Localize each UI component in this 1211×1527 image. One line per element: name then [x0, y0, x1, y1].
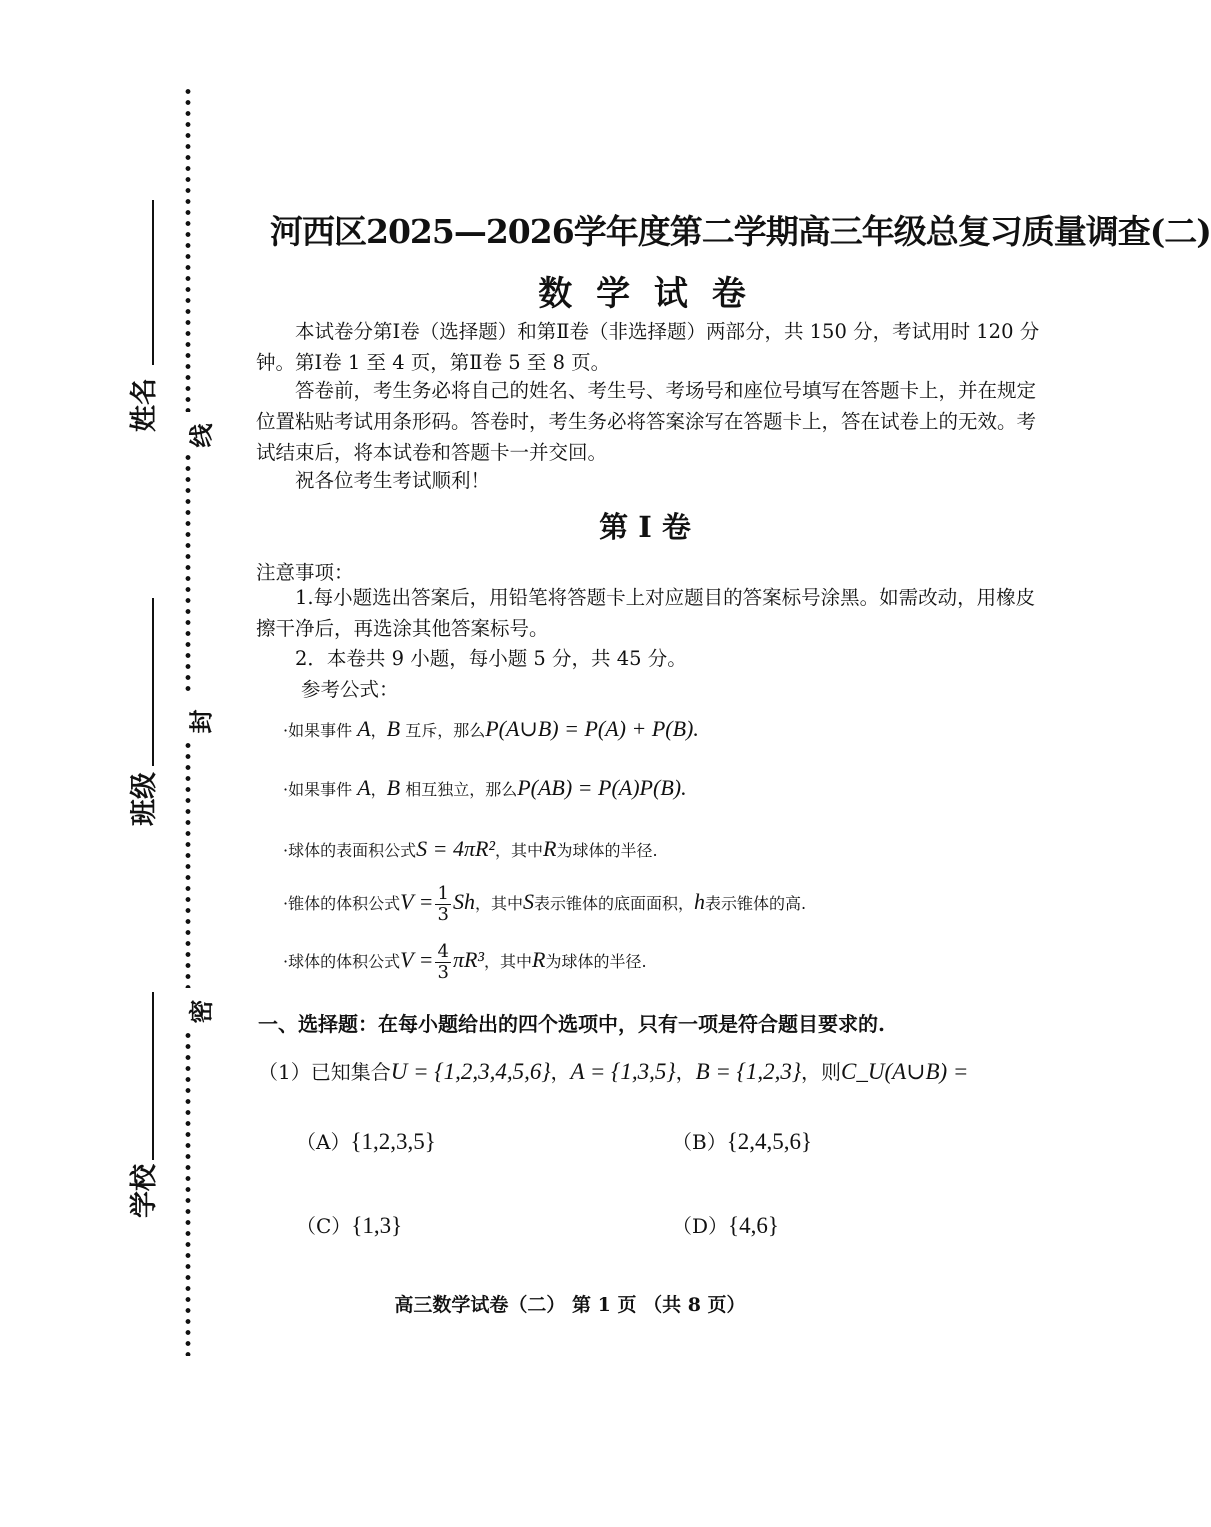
formula-sphere-volume [283, 942, 647, 983]
seal-char-mi: 密 [186, 999, 216, 1024]
formula-1-middle: 互斥，那么 [405, 721, 486, 740]
option-a-value: {1,2,3,5} [350, 1129, 436, 1154]
option-c-label: （C） [296, 1214, 352, 1238]
class-label: 班级 [129, 772, 160, 826]
page-footer: 高三数学试卷（二） 第 1 页 （共 8 页） [394, 1294, 746, 1316]
formula-2-event-a: A [357, 775, 371, 800]
formula-5-rhs: πR³ [452, 947, 484, 972]
option-b-label: （B） [672, 1130, 727, 1154]
formula-5-prefix: ·球体的体积公式 [283, 952, 401, 971]
question-1-set-u: U = {1,2,3,4,5,6} [390, 1059, 551, 1084]
part-one-heading: 第 I 卷 [599, 510, 691, 544]
formula-1-separator: ， [370, 721, 387, 740]
formula-3-expression: S = 4πR² [416, 836, 495, 861]
formula-1-prefix: ·如果事件 [283, 721, 353, 740]
formula-1-expression: P(A∪B) = P(A) + P(B). [485, 716, 699, 741]
notice-item-2: 2．本卷共 9 小题，每小题 5 分，共 45 分。 [295, 647, 687, 670]
question-1-prefix: （1）已知集合 [258, 1060, 391, 1084]
formula-5-numerator: 4 [437, 941, 449, 962]
formula-1-event-a: A [357, 716, 371, 741]
formula-4-variable-s: S [522, 889, 534, 914]
notice-title: 注意事项： [256, 561, 354, 584]
exam-title: 河西区2025—2026学年度第二学期高三年级总复习质量调查(二) [270, 212, 1211, 251]
question-1-set-b: B = {1,2,3} [695, 1059, 802, 1084]
reference-formula-title: 参考公式： [301, 678, 399, 701]
option-d-value: {4,6} [728, 1213, 779, 1238]
seal-char-xian: 线 [186, 423, 216, 448]
formula-4-fraction [435, 884, 450, 925]
question-1-option-c [296, 1210, 402, 1239]
formula-1-event-b: B [386, 716, 401, 741]
formula-4-variable-h: h [693, 889, 705, 914]
seal-dotted-line-top [184, 86, 192, 412]
option-c-value: {1,3} [351, 1213, 403, 1238]
formula-2-event-b: B [386, 775, 401, 800]
formula-2-prefix: ·如果事件 [283, 780, 353, 799]
class-blank-line [152, 598, 154, 766]
exam-subject: 数 学 试 卷 [538, 274, 752, 314]
formula-4-prefix: ·锥体的体积公式 [283, 894, 401, 913]
question-1-expression: C_U(A∪B) = [841, 1059, 969, 1084]
school-blank-line [152, 992, 154, 1160]
school-label: 学校 [129, 1164, 160, 1218]
formula-5-denominator: 3 [437, 962, 449, 983]
formula-5-suffix: 为球体的半径. [545, 952, 647, 971]
formula-4-rhs: Sh [452, 889, 475, 914]
question-1-middle: ，则 [801, 1060, 842, 1084]
formula-3-middle: ，其中 [495, 841, 544, 860]
question-1-set-a: A = {1,3,5} [570, 1059, 676, 1084]
formula-4-numerator: 1 [437, 883, 449, 904]
name-label: 姓名 [129, 378, 160, 432]
question-1-sep-2: ， [675, 1060, 696, 1084]
option-b-value: {2,4,5,6} [726, 1129, 813, 1154]
intro-paragraph-1: 本试卷分第Ⅰ卷（选择题）和第Ⅱ卷（非选择题）两部分，共 150 分，考试用时 120 分钟。第Ⅰ卷 1 至 4 页，第Ⅱ卷 5 至 8 页。 [256, 320, 1040, 374]
formula-4-middle: ，其中 [474, 894, 523, 913]
intro-paragraph-3: 祝各位考生考试顺利！ [295, 469, 491, 492]
formula-independent [283, 775, 687, 801]
formula-3-suffix: 为球体的半径. [556, 841, 658, 860]
formula-4-denominator: 3 [437, 904, 449, 925]
seal-char-feng: 封 [186, 709, 216, 734]
seal-dotted-line-upper-mid [184, 452, 192, 696]
question-1-option-a [296, 1126, 436, 1155]
question-1-stem [258, 1056, 968, 1085]
formula-4-suffix: 表示锥体的高. [704, 894, 807, 913]
question-1-option-d [672, 1210, 779, 1239]
formula-2-middle: 相互独立，那么 [405, 780, 518, 799]
option-d-label: （D） [672, 1214, 729, 1238]
question-1-option-b [672, 1126, 812, 1155]
formula-5-fraction [435, 942, 450, 983]
question-1-sep-1: ， [550, 1060, 571, 1084]
formula-sphere-surface [283, 836, 658, 862]
intro-paragraph-2: 答卷前，考生务必将自己的姓名、考生号、考场号和座位号填写在答题卡上，并在规定位置粘贴考试用条形码。答卷时，考生务必将答案涂写在答题卡上，答在试卷上的无效。考试结束后，将本试卷和答题卡一并交回。 [256, 379, 1037, 464]
choice-section-heading: 一、选择题：在每小题给出的四个选项中，只有一项是符合题目要求的. [258, 1012, 885, 1036]
formula-3-prefix: ·球体的表面积公式 [283, 841, 417, 860]
formula-5-variable: R [532, 947, 546, 972]
formula-5-lhs: V = [400, 947, 434, 972]
notice-item-1: 1.每小题选出答案后，用铅笔将答题卡上对应题目的答案标号涂黑。如需改动，用橡皮擦干净后，再选涂其他答案标号。 [256, 586, 1036, 640]
formula-5-middle: ，其中 [484, 952, 533, 971]
formula-2-expression: P(AB) = P(A)P(B). [517, 775, 687, 800]
seal-dotted-line-lower-mid [184, 740, 192, 988]
formula-3-variable: R [543, 836, 557, 861]
formula-mutually-exclusive [283, 716, 699, 742]
formula-cone-volume [283, 884, 806, 925]
formula-2-separator: ， [370, 780, 387, 799]
formula-4-middle-2: 表示锥体的底面面积， [533, 894, 694, 913]
option-a-label: （A） [296, 1130, 351, 1154]
formula-4-lhs: V = [400, 889, 434, 914]
